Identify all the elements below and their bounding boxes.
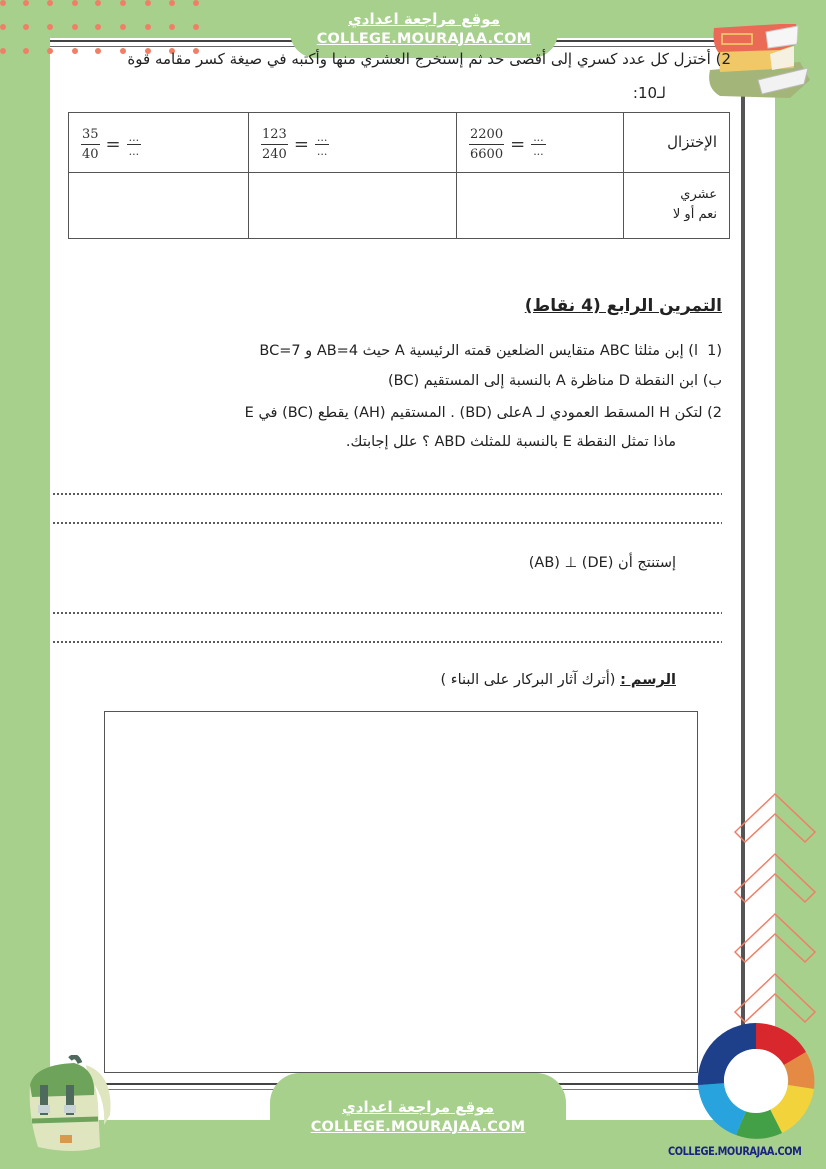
deduce-prompt: إستنتج أن (DE) ⊥ (AB) — [528, 555, 676, 571]
site-name-ar[interactable]: موقع مراجعة اعدادي — [348, 10, 500, 28]
table-cell[interactable] — [457, 113, 624, 173]
question-1a-text: ا) إبن مثلثا ABC متقايس الضلعين قمته الرئيسية A حيث AB=4 و BC=7 — [259, 343, 698, 359]
question-2-line2: ماذا تمثل النقطة E بالنسبة للمثلث ABD ؟ علل إجابتك. — [345, 434, 676, 450]
table-cell-empty[interactable] — [249, 172, 457, 238]
row-label-reduction: الإختزال — [624, 113, 730, 173]
table-row-reduction — [69, 113, 730, 173]
table-cell[interactable] — [69, 113, 249, 173]
fraction-2200-6600: $\frac{2200}{6600}$ = ... ... — [470, 126, 544, 162]
site-banner-bottom[interactable] — [270, 1073, 566, 1169]
drawing-label: الرسم : — [620, 672, 676, 688]
table-row-decimal — [69, 172, 730, 238]
drawing-instruction — [440, 672, 676, 688]
question-2-line1: 2) لتكن H المسقط العمودي لـ Aعلى (BD) . المستقيم (AH) يقطع (BC) في E — [244, 405, 722, 421]
fraction-35-40: $\frac{35}{40}$ = ... ... — [82, 126, 140, 162]
answer-line[interactable] — [52, 641, 722, 643]
drawing-note: (أترك آثار البركار على البناء ) — [440, 672, 616, 688]
site-url[interactable]: COLLEGE.MOURAJAA.COM — [316, 31, 532, 47]
drawing-area[interactable] — [104, 711, 698, 1073]
site-name-ar-bottom[interactable]: موقع مراجعة اعدادي — [342, 1098, 494, 1116]
question-2-text-cont: لـ10: — [632, 84, 666, 102]
fraction-123-240: $\frac{123}{240}$ = ... ... — [262, 126, 328, 162]
question-1-number: (1 — [707, 343, 722, 359]
fraction-table — [68, 112, 730, 239]
answer-line[interactable] — [52, 612, 722, 614]
site-logo-icon[interactable] — [697, 1022, 815, 1140]
site-logo-text[interactable]: COLLEGE.MOURAJAA.COM — [668, 1144, 802, 1158]
table-cell[interactable] — [249, 113, 457, 173]
table-cell-empty[interactable] — [69, 172, 249, 238]
exercise-4-title: التمرين الرابع (4 نقاط) — [524, 296, 722, 316]
chevron-up-decoration-icon — [730, 790, 820, 1030]
backpack-icon — [14, 1055, 114, 1155]
answer-line[interactable] — [52, 522, 722, 524]
question-1b-text: ب) ابن النقطة D مناظرة A بالنسبة إلى المستقيم (BC) — [387, 373, 722, 389]
table-cell-empty[interactable] — [457, 172, 624, 238]
site-url-bottom[interactable]: COLLEGE.MOURAJAA.COM — [310, 1119, 526, 1135]
row-label-decimal: عشري نعم أو لا — [624, 172, 730, 238]
answer-line[interactable] — [52, 493, 722, 495]
question-2-text: 2) أختزل كل عدد كسري إلى أقصى حد ثم إستخرج العشري منها وأكتبه في صيغة كسر مقامه قوة — [127, 50, 731, 68]
